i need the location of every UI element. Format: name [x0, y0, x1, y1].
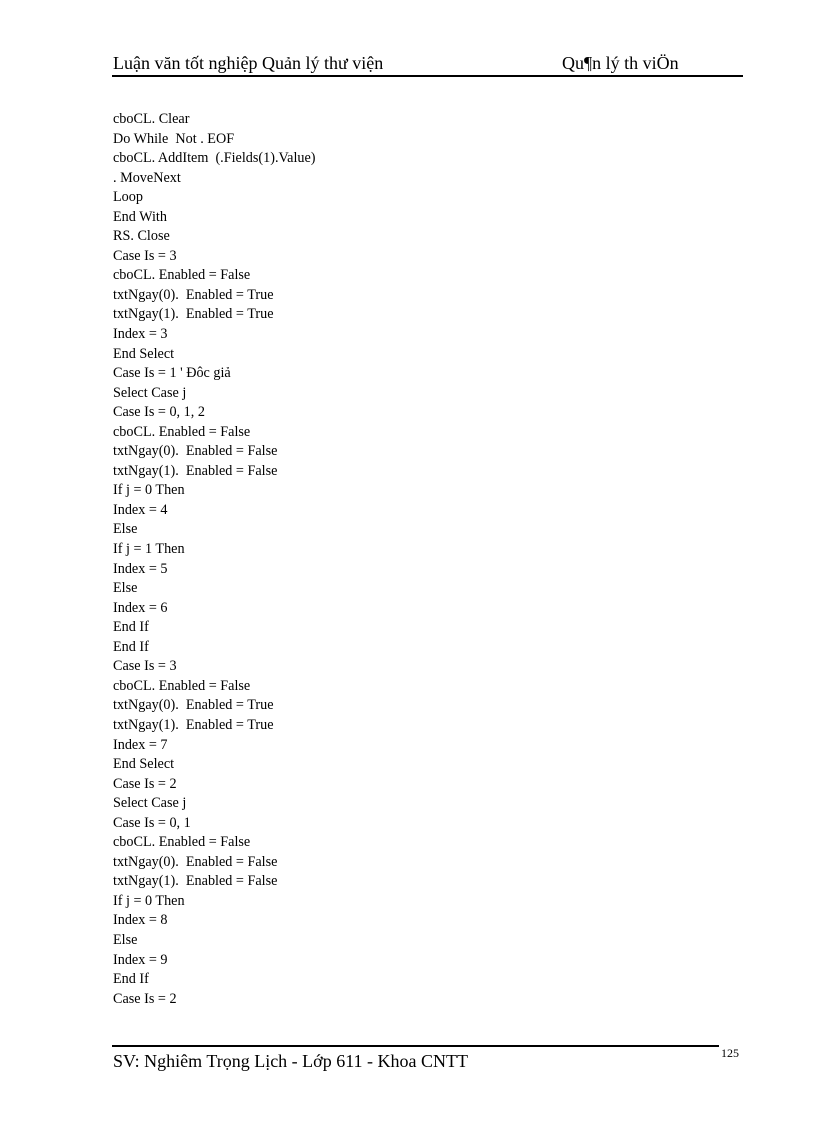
code-line: cboCL. Enabled = False — [113, 677, 251, 694]
code-line: RS. Close — [113, 228, 170, 245]
code-listing — [113, 110, 316, 1009]
code-line: cboCL. Enabled = False — [113, 423, 251, 440]
code-line: Case Is = 2 — [113, 990, 177, 1007]
code-line: Index = 8 — [113, 912, 168, 929]
code-line: txtNgay(1). Enabled = True — [113, 716, 274, 733]
code-line: txtNgay(0). Enabled = True — [113, 286, 274, 303]
code-line: Case Is = 3 — [113, 247, 177, 264]
code-line: cboCL. AddItem (.Fields(1).Value) — [113, 150, 316, 167]
code-line: Index = 5 — [113, 560, 168, 577]
code-line: If j = 0 Then — [113, 482, 185, 499]
code-line: Index = 6 — [113, 599, 168, 616]
code-line: Case Is = 0, 1 — [113, 814, 191, 831]
code-line: txtNgay(0). Enabled = False — [113, 443, 278, 460]
code-line: End If — [113, 619, 149, 636]
code-line: txtNgay(1). Enabled = True — [113, 306, 274, 323]
code-line: End Select — [113, 345, 175, 362]
code-line: Index = 3 — [113, 326, 168, 343]
code-line: txtNgay(0). Enabled = False — [113, 853, 278, 870]
code-line: txtNgay(1). Enabled = False — [113, 873, 278, 890]
code-line: Case Is = 3 — [113, 658, 177, 675]
code-line: cboCL. Enabled = False — [113, 267, 251, 284]
footer-author-line: SV: Nghiêm Trọng Lịch - Lớp 611 - Khoa CNTT — [113, 1051, 468, 1071]
code-line: . MoveNext — [113, 169, 181, 186]
code-line: End If — [113, 638, 149, 655]
code-line: cboCL. Clear — [113, 111, 190, 127]
code-line: End Select — [113, 756, 175, 773]
code-line: If j = 0 Then — [113, 892, 185, 909]
code-line: Do While Not . EOF — [113, 130, 235, 147]
code-line: Select Case j — [113, 795, 187, 812]
header-section-title: Qu¶n lý th viÖn — [562, 53, 679, 73]
code-line: End If — [113, 971, 149, 988]
code-line: Index = 7 — [113, 736, 168, 753]
code-line: Case Is = 0, 1, 2 — [113, 404, 205, 421]
code-line: Case Is = 2 — [113, 775, 177, 792]
code-line: If j = 1 Then — [113, 541, 185, 558]
code-line: Index = 9 — [113, 951, 168, 968]
code-line: Else — [113, 521, 138, 538]
code-line: Loop — [113, 189, 143, 206]
code-line: cboCL. Enabled = False — [113, 834, 251, 851]
page-number: 125 — [721, 1046, 739, 1060]
code-line: End With — [113, 208, 167, 225]
code-line: txtNgay(0). Enabled = True — [113, 697, 274, 714]
code-line: txtNgay(1). Enabled = False — [113, 462, 278, 479]
code-line: Select Case j — [113, 384, 187, 401]
code-line: Else — [113, 931, 138, 948]
header-thesis-title: Luận văn tốt nghiệp Quản lý thư viện — [113, 53, 384, 73]
code-line: Index = 4 — [113, 501, 168, 518]
code-line: Else — [113, 580, 138, 597]
header-divider — [112, 75, 743, 77]
code-line: Case Is = 1 ' Đôc giả — [113, 365, 231, 382]
footer-divider — [112, 1045, 719, 1047]
